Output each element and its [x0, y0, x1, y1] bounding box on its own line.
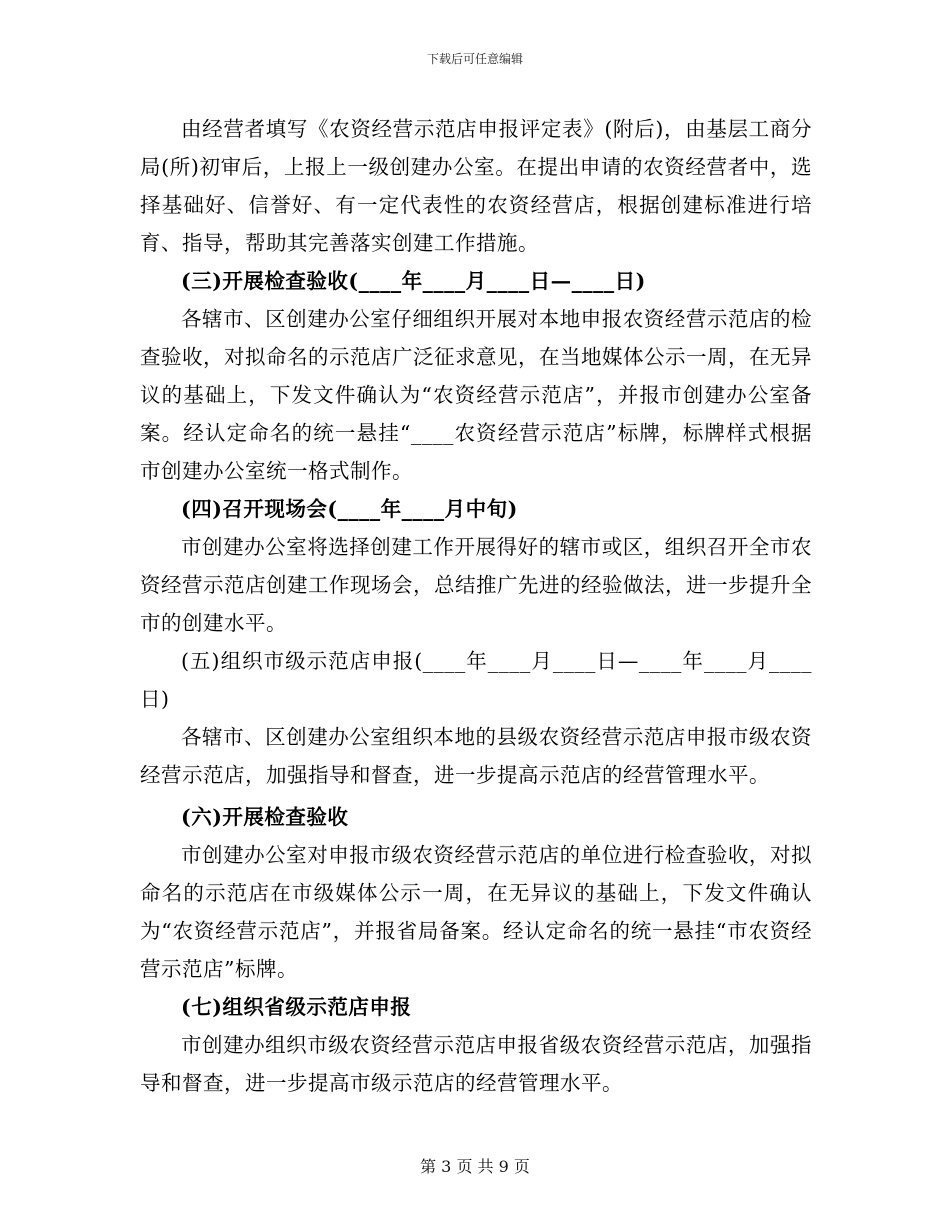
paragraph-inspection: 各辖市、区创建办公室仔细组织开展对本地申报农资经营示范店的检查验收，对拟命名的示范店广泛征求意见，在当地媒体公示一周，在无异议的基础上，下发文件确认为“农资经营示范店”，并报市创建办公室备案。经认定命名的统一悬挂“____农资经营示范店”标牌，标牌样式根据市创建办公室统一格式制作。 [140, 307, 812, 483]
page-number: 第 3 页 共 9 页 [420, 1157, 530, 1176]
document-body [140, 110, 812, 1102]
paragraph-province-application: 市创建办组织市级农资经营示范店申报省级农资经营示范店，加强指导和督查，进一步提高市级示范店的经营管理水平。 [140, 1033, 812, 1095]
paragraph-onsite-meeting: 市创建办公室将选择创建工作开展得好的辖市或区，组织召开全市农资经营示范店创建工作现场会，总结推广先进的经验做法，进一步提升全市的创建水平。 [140, 535, 812, 635]
section-heading-3: (三)开展检查验收(____年____月____日—____日) [181, 269, 646, 293]
section-heading-7: (七)组织省级示范店申报 [181, 995, 412, 1019]
section-heading-4: (四)召开现场会(____年____月中旬) [181, 497, 518, 521]
paragraph-application: 由经营者填写《农资经营示范店申报评定表》(附后)，由基层工商分局(所)初审后，上报上一级创建办公室。在提出申请的农资经营者中，选择基础好、信誉好、有一定代表性的农资经营店，根据创建标准进行培育、指导，帮助其完善落实创建工作措施。 [140, 117, 812, 255]
section-heading-6: (六)开展检查验收 [181, 805, 349, 829]
paragraph-city-inspection: 市创建办公室对申报市级农资经营示范店的单位进行检查验收，对拟命名的示范店在市级媒体公示一周，在无异议的基础上，下发文件确认为“农资经营示范店”，并报省局备案。经认定命名的统一悬挂“市农资经营示范店”标牌。 [140, 843, 812, 981]
paragraph-city-application: 各辖市、区创建办公室组织本地的县级农资经营示范店申报市级农资经营示范店，加强指导和督查，进一步提高示范店的经营管理水平。 [140, 725, 812, 787]
section-heading-5: (五)组织市级示范店申报(____年____月____日—____年____月____日) [140, 649, 812, 711]
page-header: 下载后可任意编辑 [426, 52, 523, 66]
